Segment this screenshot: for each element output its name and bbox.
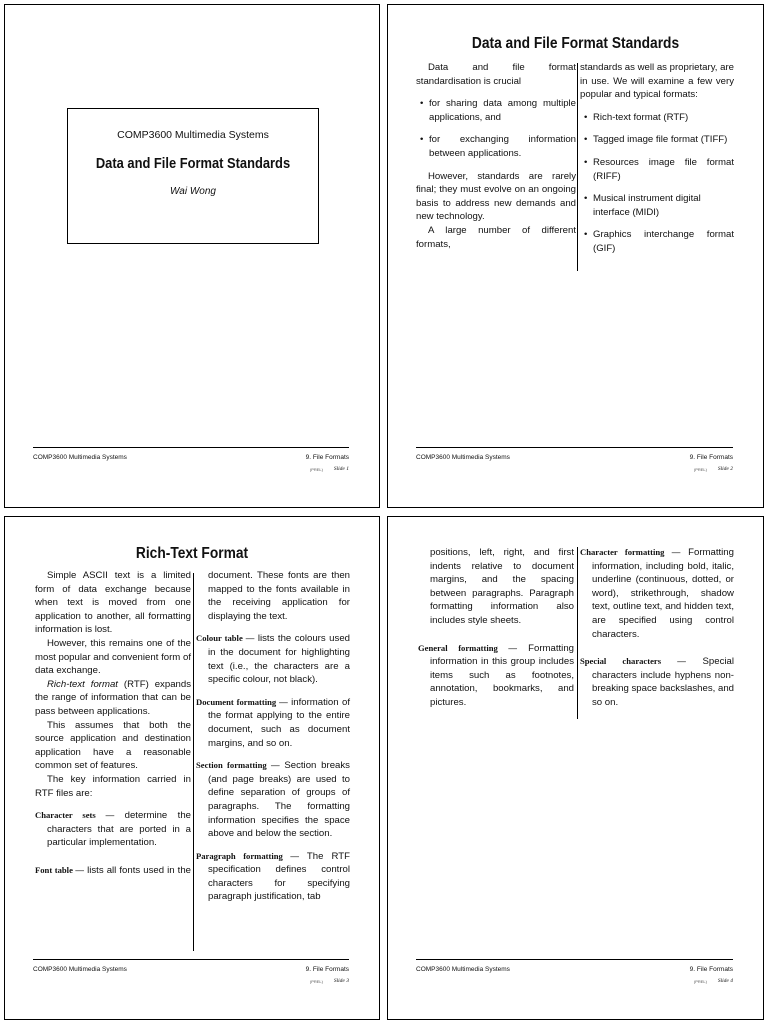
list-item: • Musical instrument digital interface (MIDI) xyxy=(580,192,734,219)
slide-number: Slide 2 xyxy=(717,466,733,472)
paragraph: This assumes that both the source application and destination application have a reasonable common set of features. xyxy=(35,719,191,772)
list-item: • Tagged image file format (TIFF) xyxy=(580,133,734,147)
definition-item: Colour table — lists the colours used in the document for highlighting text (i.e., the characters are a specific colour, not black). xyxy=(196,633,350,686)
paragraph: Rich-text format (RTF) expands the range of information that can be pass between applications. xyxy=(35,678,191,717)
right-column xyxy=(580,61,734,256)
right-column xyxy=(196,569,350,904)
slide-footer xyxy=(416,447,733,472)
term: Font table — xyxy=(35,864,85,875)
definition-item: Font table — lists all fonts used in the xyxy=(35,864,191,876)
footer-mark: (PREL) xyxy=(693,467,707,472)
paragraph: However, this remains one of the most popular and convenient form of data exchange. xyxy=(35,637,191,677)
author-name: Wai Wong xyxy=(170,186,216,197)
title-box xyxy=(67,108,319,244)
footer-mark: (PREL) xyxy=(309,467,323,472)
list-item: • for sharing data among multiple applications, and xyxy=(416,97,576,124)
presentation-title: Data and File Format Standards xyxy=(95,155,291,172)
term: Document formatting — xyxy=(196,696,288,707)
definition-item: General formatting — Formatting information in this group includes items such as footnotes, annotation, bookmarks, and pictures. xyxy=(418,642,574,708)
paragraph: positions, left, right, and first indents relative to document margins, and the spacing between paragraphs. Paragraph formatting information also includes style sheets. xyxy=(430,547,574,626)
slide-title: Rich-Text Format xyxy=(135,545,249,562)
definition-item: Character formatting — Formatting information, including bold, italic, underline (continuous, dotted, or word), strikethrough, shadow text, outline text, and hidden text, are specified using control characters. xyxy=(580,547,734,640)
definition-item: Paragraph formatting — The RTF specification defines control characters for specifying paragraph justification, tab xyxy=(196,850,350,903)
column-divider xyxy=(193,573,194,951)
definition-item: Character sets — determine the characters that are ported in a particular implementation. xyxy=(35,810,191,849)
term: General formatting — xyxy=(418,642,518,653)
list-item: • Graphics interchange format (GIF) xyxy=(580,228,734,255)
course-name: COMP3600 Multimedia Systems xyxy=(117,129,269,141)
slide-number: Slide 1 xyxy=(333,466,349,472)
definition-item: Section formatting — Section breaks (and page breaks) are used to define separation of groups of paragraphs. The formatting information specifies the space above and below the section. xyxy=(196,760,350,840)
slide-number: Slide 4 xyxy=(717,978,733,984)
slide-1 xyxy=(4,4,380,508)
term: Character formatting — xyxy=(580,547,681,557)
paragraph: standards as well as proprietary, are in use. We will examine a few very popular and typical formats: xyxy=(580,62,734,101)
definition-item: Document formatting — information of the format applying to the entire document, such as document margins, and so on. xyxy=(196,696,351,749)
footer-course: COMP3600 Multimedia Systems xyxy=(416,454,510,461)
term: Paragraph formatting — xyxy=(196,850,299,861)
slide-footer xyxy=(416,959,733,984)
slide-footer xyxy=(33,959,349,984)
slide-2 xyxy=(387,4,764,508)
footer-course: COMP3600 Multimedia Systems xyxy=(33,966,127,973)
footer-topic: 9. File Formats xyxy=(305,966,349,973)
footer-topic: 9. File Formats xyxy=(305,454,349,461)
paragraph: Simple ASCII text is a limited form of data exchange because when text is moved from one application to another, all formatting information is lost. xyxy=(35,570,191,636)
slide-footer xyxy=(33,447,349,472)
left-column xyxy=(418,546,574,710)
term: Character sets — xyxy=(35,810,115,821)
slide-title: Data and File Format Standards xyxy=(471,35,680,52)
column-divider xyxy=(577,547,578,719)
definition-item: Special characters — Special characters include hyphens non-breaking space backslashes, and so on. xyxy=(580,656,734,708)
slide-3 xyxy=(4,516,380,1020)
footer-mark: (PREL) xyxy=(693,979,707,984)
left-column xyxy=(35,569,191,877)
right-column xyxy=(580,546,734,710)
term: Section formatting — xyxy=(196,760,280,771)
paragraph: The key information carried in RTF files are: xyxy=(35,773,191,799)
intro-paragraph: Data and file format standardisation is crucial xyxy=(416,62,576,87)
paragraph: A large number of different formats, xyxy=(416,224,576,250)
slide-number: Slide 3 xyxy=(333,978,349,984)
paragraph: However, standards are rarely final; they must evolve on an ongoing basis to address new demands and new technology. xyxy=(416,170,576,223)
footer-mark: (PREL) xyxy=(309,979,323,984)
footer-topic: 9. File Formats xyxy=(689,454,733,461)
emphasis: Rich-text format xyxy=(47,678,118,690)
slide-4 xyxy=(387,516,764,1020)
list-item: • for exchanging information between applications. xyxy=(416,133,576,160)
column-divider xyxy=(577,63,578,271)
footer-course: COMP3600 Multimedia Systems xyxy=(416,966,510,973)
paragraph: document. These fonts are then mapped to the fonts available in the receiving application for displaying the text. xyxy=(208,570,350,622)
footer-course: COMP3600 Multimedia Systems xyxy=(33,454,127,461)
term: Colour table — xyxy=(196,633,255,644)
list-item: • Resources image file format (RIFF) xyxy=(580,156,734,183)
footer-topic: 9. File Formats xyxy=(689,966,733,973)
left-column xyxy=(416,61,576,251)
term: Special characters — xyxy=(580,656,686,667)
list-item: • Rich-text format (RTF) xyxy=(580,111,734,125)
